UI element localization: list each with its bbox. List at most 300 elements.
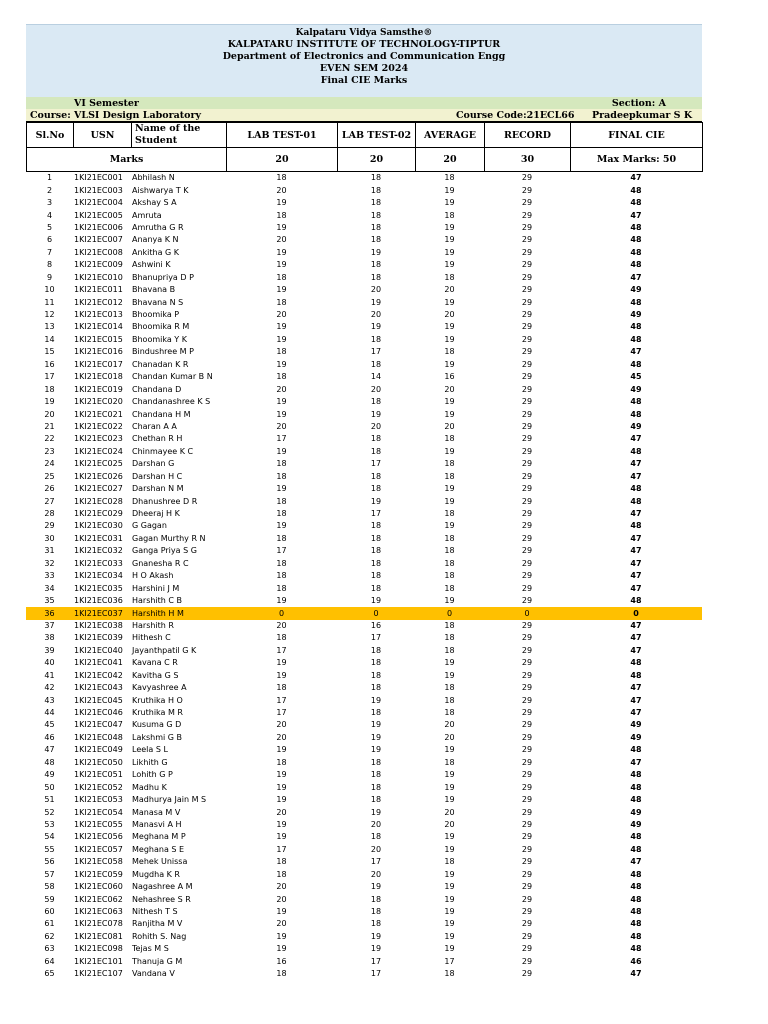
cell-usn: 1KI21EC020 xyxy=(74,397,123,407)
cell-name: Lakshmi G B xyxy=(132,732,183,742)
cell-usn: 1KI21EC045 xyxy=(74,695,123,705)
cell-record: 29 xyxy=(521,732,533,742)
cell-usn: 1KI21EC098 xyxy=(74,944,123,954)
cell-name: Gagan Murthy R N xyxy=(132,533,206,543)
cell-average: 16 xyxy=(444,372,455,382)
table-row xyxy=(26,247,702,259)
cell-lab1: 18 xyxy=(276,471,287,481)
cell-lab2: 20 xyxy=(370,285,382,295)
cell-average: 20 xyxy=(444,310,455,320)
cell-usn: 1KI21EC052 xyxy=(74,782,123,792)
cell-lab2: 18 xyxy=(370,708,382,718)
cell-record: 29 xyxy=(521,198,533,208)
table-row xyxy=(26,582,702,594)
cell-final: 47 xyxy=(630,347,642,357)
cell-lab1: 17 xyxy=(276,434,287,444)
cell-usn: 1KI21EC050 xyxy=(74,757,123,767)
cell-lab1: 19 xyxy=(276,745,287,755)
cell-average: 18 xyxy=(444,683,455,693)
table-row xyxy=(26,781,702,793)
cell-average: 19 xyxy=(444,409,455,419)
cell-record: 29 xyxy=(521,770,533,780)
cell-final: 47 xyxy=(630,757,642,767)
cell-slno: 21 xyxy=(44,421,55,431)
cell-lab2: 18 xyxy=(370,583,382,593)
cell-average: 19 xyxy=(444,185,455,195)
cell-average: 18 xyxy=(444,272,455,282)
cell-lab2: 19 xyxy=(370,695,382,705)
org-name: Kalpataru Vidya Samsthe® xyxy=(295,28,433,38)
table-row xyxy=(26,732,702,744)
cell-record: 29 xyxy=(521,285,533,295)
cell-usn: 1KI21EC010 xyxy=(74,272,123,282)
cell-record: 29 xyxy=(521,844,533,854)
cell-usn: 1KI21EC054 xyxy=(74,807,123,817)
cell-average: 20 xyxy=(444,384,455,394)
cell-lab2: 18 xyxy=(370,770,382,780)
table-row xyxy=(26,570,702,582)
cell-record: 29 xyxy=(521,235,533,245)
cell-final: 48 xyxy=(630,397,642,407)
cell-name: Chandana H M xyxy=(132,409,191,419)
table-row xyxy=(26,520,702,532)
cell-slno: 58 xyxy=(44,882,55,892)
cell-final: 47 xyxy=(630,173,642,183)
table-row xyxy=(26,272,702,284)
cell-record: 29 xyxy=(521,583,533,593)
cell-slno: 3 xyxy=(46,198,53,208)
cell-lab1: 19 xyxy=(276,782,287,792)
section-label: Section: A xyxy=(611,97,666,109)
cell-final: 48 xyxy=(630,409,642,419)
cell-record: 29 xyxy=(521,894,533,904)
table-row xyxy=(26,657,702,669)
cell-lab2: 20 xyxy=(370,421,382,431)
cell-name: Kavana C R xyxy=(132,658,178,668)
cell-slno: 31 xyxy=(44,546,55,556)
cell-name: Madhu K xyxy=(132,782,167,792)
cell-record: 29 xyxy=(521,795,533,805)
cell-usn: 1KI21EC011 xyxy=(74,285,123,295)
cell-lab2: 17 xyxy=(370,633,382,643)
cell-final: 47 xyxy=(630,683,642,693)
cell-record: 29 xyxy=(521,596,533,606)
cell-slno: 6 xyxy=(46,235,53,245)
cell-lab1: 20 xyxy=(276,235,287,245)
cell-name: Kavitha G S xyxy=(132,670,179,680)
cell-usn: 1KI21EC036 xyxy=(74,596,123,606)
cell-average: 19 xyxy=(444,894,455,904)
table-row xyxy=(26,831,702,843)
cell-average: 19 xyxy=(444,359,455,369)
cell-slno: 25 xyxy=(44,471,55,481)
cell-lab1: 20 xyxy=(276,807,287,817)
cell-record: 29 xyxy=(521,297,533,307)
cell-final: 47 xyxy=(630,633,642,643)
cell-record: 29 xyxy=(521,484,533,494)
cell-name: Kusuma G D xyxy=(132,720,182,730)
cell-name: Ananya K N xyxy=(132,235,179,245)
cell-lab1: 19 xyxy=(276,819,287,829)
cell-usn: 1KI21EC027 xyxy=(74,484,123,494)
cell-record: 29 xyxy=(521,683,533,693)
table-row xyxy=(26,794,702,806)
cell-usn: 1KI21EC008 xyxy=(74,247,123,257)
cell-name: Darshan N M xyxy=(132,484,184,494)
cell-slno: 53 xyxy=(44,819,55,829)
cell-lab1: 20 xyxy=(276,894,287,904)
cell-slno: 52 xyxy=(44,807,55,817)
cell-usn: 1KI21EC014 xyxy=(74,322,123,332)
cell-usn: 1KI21EC107 xyxy=(74,969,123,979)
cell-name: Kruthika M R xyxy=(132,708,183,718)
cell-final: 48 xyxy=(630,832,642,842)
cell-record: 29 xyxy=(521,334,533,344)
cell-lab1: 20 xyxy=(276,421,287,431)
cell-record: 29 xyxy=(521,819,533,829)
cell-lab1: 19 xyxy=(276,222,287,232)
cell-usn: 1KI21EC003 xyxy=(74,185,123,195)
cell-name: Chandana D xyxy=(132,384,182,394)
cell-lab2: 0 xyxy=(337,607,415,619)
table-row xyxy=(26,309,702,321)
cell-lab1: 20 xyxy=(276,620,287,630)
cell-record: 29 xyxy=(521,521,533,531)
cell-name: Dheeraj H K xyxy=(132,509,180,519)
cell-slno: 23 xyxy=(44,446,55,456)
cell-lab1: 18 xyxy=(276,558,287,568)
cell-slno: 54 xyxy=(44,832,55,842)
cell-final: 49 xyxy=(630,310,642,320)
cell-record: 29 xyxy=(521,807,533,817)
cell-usn: 1KI21EC034 xyxy=(74,571,123,581)
marks-label: Marks xyxy=(27,148,227,172)
cell-name: Nehashree S R xyxy=(132,894,191,904)
cell-name: Vandana V xyxy=(132,969,175,979)
cell-average: 19 xyxy=(444,670,455,680)
cell-lab2: 19 xyxy=(370,247,382,257)
cell-lab1: 18 xyxy=(276,372,287,382)
table-row xyxy=(26,558,702,570)
cell-lab2: 18 xyxy=(370,571,382,581)
cell-lab1: 19 xyxy=(276,770,287,780)
max-lab2: 20 xyxy=(338,148,416,172)
cell-average: 18 xyxy=(444,533,455,543)
cell-lab1: 18 xyxy=(276,869,287,879)
cell-name: Ankitha G K xyxy=(132,247,180,257)
cell-final: 47 xyxy=(630,645,642,655)
cell-average: 18 xyxy=(444,757,455,767)
cell-name: Amruta xyxy=(132,210,162,220)
table-row xyxy=(26,881,702,893)
cell-slno: 50 xyxy=(44,782,55,792)
cell-usn: 1KI21EC059 xyxy=(74,869,123,879)
cell-lab1: 20 xyxy=(276,919,287,929)
cell-slno: 16 xyxy=(44,359,55,369)
cell-record: 29 xyxy=(521,931,533,941)
cell-slno: 28 xyxy=(44,509,55,519)
cell-lab2: 18 xyxy=(370,670,382,680)
cell-lab1: 19 xyxy=(276,334,287,344)
cell-lab2: 17 xyxy=(370,956,382,966)
cell-average: 18 xyxy=(444,645,455,655)
cell-slno: 61 xyxy=(44,919,55,929)
cell-name: Abhilash N xyxy=(132,173,175,183)
table-row xyxy=(26,172,702,184)
cell-lab1: 19 xyxy=(276,359,287,369)
cell-record: 29 xyxy=(521,359,533,369)
cell-record: 29 xyxy=(521,446,533,456)
cell-slno: 62 xyxy=(44,931,55,941)
cell-name: Harshith H M xyxy=(131,607,226,619)
cell-name: Bindushree M P xyxy=(132,347,194,357)
cell-name: Dhanushree D R xyxy=(132,496,198,506)
cell-average: 18 xyxy=(444,583,455,593)
cell-record: 0 xyxy=(484,607,570,619)
cell-name: Chandan Kumar B N xyxy=(132,372,213,382)
cell-final: 47 xyxy=(630,708,642,718)
cell-name: H O Akash xyxy=(132,571,174,581)
cell-usn: 1KI21EC015 xyxy=(74,334,123,344)
cell-record: 29 xyxy=(521,310,533,320)
cell-record: 29 xyxy=(521,409,533,419)
cell-average: 20 xyxy=(444,720,455,730)
cell-record: 29 xyxy=(521,421,533,431)
cell-average: 18 xyxy=(444,558,455,568)
cell-average: 19 xyxy=(444,869,455,879)
table-row xyxy=(26,806,702,818)
cell-lab2: 17 xyxy=(370,857,382,867)
cell-final: 48 xyxy=(630,359,642,369)
cell-lab1: 20 xyxy=(276,720,287,730)
cell-lab2: 19 xyxy=(370,409,382,419)
cell-name: Harshith C B xyxy=(132,596,183,606)
cell-lab2: 18 xyxy=(370,894,382,904)
cell-name: Chanadan K R xyxy=(132,359,189,369)
cell-record: 29 xyxy=(521,322,533,332)
table-row xyxy=(26,906,702,918)
cell-final: 48 xyxy=(630,496,642,506)
cell-name: Lohith G P xyxy=(132,770,173,780)
cell-final: 48 xyxy=(630,844,642,854)
cell-name: Charan A A xyxy=(132,421,177,431)
col-header-name: Name of the Student xyxy=(132,123,227,148)
cell-lab2: 20 xyxy=(370,384,382,394)
table-row xyxy=(26,396,702,408)
cell-usn: 1KI21EC006 xyxy=(74,222,123,232)
cell-average: 18 xyxy=(444,173,455,183)
table-row xyxy=(26,632,702,644)
cell-final: 47 xyxy=(630,210,642,220)
col-header-slno: Sl.No xyxy=(27,123,74,148)
table-row xyxy=(26,856,702,868)
cell-record: 29 xyxy=(521,645,533,655)
cell-final: 48 xyxy=(630,869,642,879)
cell-final: 48 xyxy=(630,795,642,805)
cell-slno: 65 xyxy=(44,969,55,979)
cell-final: 49 xyxy=(630,819,642,829)
col-header-record: RECORD xyxy=(485,123,571,148)
cell-lab1: 19 xyxy=(276,446,287,456)
cell-lab2: 18 xyxy=(370,484,382,494)
cell-slno: 15 xyxy=(44,347,55,357)
cell-name: Ashwini K xyxy=(132,260,171,270)
cell-final: 48 xyxy=(630,185,642,195)
table-row xyxy=(26,607,702,619)
cell-usn: 1KI21EC032 xyxy=(74,546,123,556)
cell-usn: 1KI21EC051 xyxy=(74,770,123,780)
cell-average: 18 xyxy=(444,571,455,581)
cell-name: Kavyashree A xyxy=(132,683,187,693)
table-row xyxy=(26,184,702,196)
cell-usn: 1KI21EC053 xyxy=(74,795,123,805)
cell-average: 19 xyxy=(444,198,455,208)
table-row xyxy=(26,819,702,831)
cell-slno: 44 xyxy=(44,708,55,718)
cell-slno: 49 xyxy=(44,770,55,780)
table-row xyxy=(26,844,702,856)
cell-final: 48 xyxy=(630,770,642,780)
cell-usn: 1KI21EC021 xyxy=(74,409,123,419)
cell-usn: 1KI21EC040 xyxy=(74,645,123,655)
cell-usn: 1KI21EC078 xyxy=(74,919,123,929)
cell-final: 49 xyxy=(630,421,642,431)
cell-record: 29 xyxy=(521,347,533,357)
cell-slno: 4 xyxy=(46,210,53,220)
cell-record: 29 xyxy=(521,720,533,730)
cell-usn: 1KI21EC013 xyxy=(74,310,123,320)
cell-record: 29 xyxy=(521,757,533,767)
cell-lab2: 20 xyxy=(370,869,382,879)
cell-average: 19 xyxy=(444,931,455,941)
cell-usn: 1KI21EC035 xyxy=(74,583,123,593)
cell-record: 29 xyxy=(521,832,533,842)
cell-name: Manasvi A H xyxy=(132,819,182,829)
cell-slno: 33 xyxy=(44,571,55,581)
cell-name: Amrutha G R xyxy=(132,222,184,232)
table-row xyxy=(26,284,702,296)
table-row xyxy=(26,956,702,968)
cell-name: Darshan H C xyxy=(132,471,183,481)
cell-slno: 35 xyxy=(44,596,55,606)
cell-name: Tejas M S xyxy=(132,944,169,954)
cell-record: 29 xyxy=(521,533,533,543)
cell-final: 49 xyxy=(630,807,642,817)
cell-slno: 19 xyxy=(44,397,55,407)
cell-lab1: 18 xyxy=(276,210,287,220)
cell-slno: 2 xyxy=(46,185,53,195)
cell-lab2: 14 xyxy=(370,372,382,382)
cell-lab1: 18 xyxy=(276,969,287,979)
cell-slno: 12 xyxy=(44,310,55,320)
cell-lab2: 19 xyxy=(370,732,382,742)
cell-usn: 1KI21EC043 xyxy=(74,683,123,693)
cell-lab2: 19 xyxy=(370,322,382,332)
cell-name: Harshith R xyxy=(132,620,174,630)
cell-lab1: 18 xyxy=(276,683,287,693)
cell-name: Hithesh C xyxy=(132,633,171,643)
col-header-lab1: LAB TEST-01 xyxy=(227,123,338,148)
cell-lab1: 19 xyxy=(276,670,287,680)
cell-lab2: 18 xyxy=(370,782,382,792)
table-row xyxy=(26,620,702,632)
cell-usn: 1KI21EC101 xyxy=(74,956,123,966)
cell-lab2: 18 xyxy=(370,533,382,543)
cell-slno: 59 xyxy=(44,894,55,904)
table-row xyxy=(26,533,702,545)
table-row xyxy=(26,707,702,719)
cell-slno: 47 xyxy=(44,745,55,755)
table-row xyxy=(26,670,702,682)
table-row xyxy=(26,893,702,905)
cell-record: 29 xyxy=(521,969,533,979)
cell-lab1: 18 xyxy=(276,583,287,593)
cell-final: 47 xyxy=(630,571,642,581)
table-row xyxy=(26,595,702,607)
cell-average: 18 xyxy=(444,695,455,705)
cell-slno: 41 xyxy=(44,670,55,680)
cell-average: 19 xyxy=(444,882,455,892)
cell-slno: 64 xyxy=(44,956,55,966)
table-row xyxy=(26,545,702,557)
cell-usn: 1KI21EC009 xyxy=(74,260,123,270)
table-row xyxy=(26,222,702,234)
cell-lab2: 18 xyxy=(370,359,382,369)
faculty-name: Pradeepkumar S K xyxy=(592,109,693,121)
table-row xyxy=(26,495,702,507)
cell-slno: 37 xyxy=(44,620,55,630)
cell-final: 47 xyxy=(630,459,642,469)
table-row xyxy=(26,296,702,308)
cell-lab1: 18 xyxy=(276,496,287,506)
cell-average: 19 xyxy=(444,247,455,257)
max-record: 30 xyxy=(485,148,571,172)
table-row xyxy=(26,682,702,694)
cell-lab1: 19 xyxy=(276,484,287,494)
cell-lab2: 18 xyxy=(370,645,382,655)
cell-lab1: 19 xyxy=(276,397,287,407)
cell-record: 29 xyxy=(521,546,533,556)
cell-slno: 63 xyxy=(44,944,55,954)
cell-slno: 8 xyxy=(46,260,53,270)
cell-name: Chinmayee K C xyxy=(132,446,194,456)
cell-lab1: 17 xyxy=(276,708,287,718)
semester-label: VI Semester xyxy=(74,97,139,109)
cell-lab2: 19 xyxy=(370,745,382,755)
cell-final: 45 xyxy=(630,372,642,382)
cell-name: Manasa M V xyxy=(132,807,181,817)
cell-lab2: 18 xyxy=(370,222,382,232)
cell-name: Ranjitha M V xyxy=(132,919,183,929)
cell-usn: 1KI21EC056 xyxy=(74,832,123,842)
cell-lab2: 18 xyxy=(370,471,382,481)
table-row xyxy=(26,321,702,333)
max-final: Max Marks: 50 xyxy=(571,148,703,172)
column-header-row xyxy=(27,123,703,148)
cell-lab2: 18 xyxy=(370,795,382,805)
cell-lab2: 18 xyxy=(370,260,382,270)
cell-lab2: 19 xyxy=(370,297,382,307)
cell-lab1: 18 xyxy=(276,533,287,543)
cell-final: 48 xyxy=(630,931,642,941)
cell-slno: 38 xyxy=(44,633,55,643)
cell-usn: 1KI21EC049 xyxy=(74,745,123,755)
cell-record: 29 xyxy=(521,434,533,444)
cell-slno: 7 xyxy=(46,247,53,257)
sheet-header xyxy=(26,24,702,97)
table-row xyxy=(26,483,702,495)
cell-record: 29 xyxy=(521,260,533,270)
